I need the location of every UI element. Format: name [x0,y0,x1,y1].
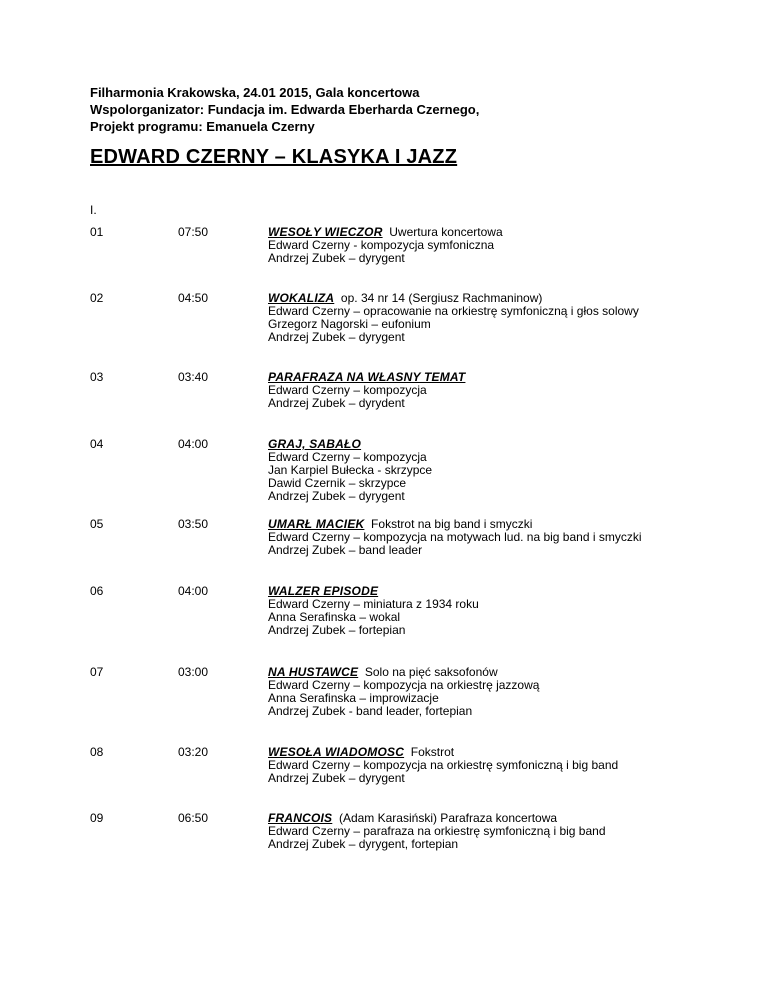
entry-number: 03 [90,370,104,384]
entry-duration: 04:00 [178,584,209,598]
entry-duration: 03:20 [178,745,209,759]
entry-heading [268,225,748,239]
piece-title: WALZER EPISODE [268,584,379,598]
entry-body [268,745,748,785]
entry-body [268,225,748,265]
piece-description: (Adam Karasiński) Parafraza koncertowa [332,811,558,825]
credit-line: Edward Czerny – opracowanie na orkiestrę symfoniczną i głos solowy [268,304,639,318]
piece-title: PARAFRAZA NA WŁASNY TEMAT [268,370,466,384]
entry-number: 06 [90,584,104,598]
piece-title: WESOŁY WIECZOR [268,225,383,239]
credit-line: Anna Serafinska – wokal [268,610,401,624]
credit-line: Andrzej Zubek – dyrygent [268,771,405,785]
entry-duration: 03:40 [178,370,209,384]
credit-line: Andrzej Zubek – band leader [268,543,423,557]
piece-title: NA HUSTAWCE [268,665,359,679]
entry-heading [268,584,748,598]
credit-line: Andrzej Zubek – dyrygent [268,251,405,265]
entry-body [268,291,748,344]
credit-line: Edward Czerny – kompozycja [268,383,427,397]
credit-line: Edward Czerny – miniatura z 1934 roku [268,597,479,611]
entry-heading [268,291,748,305]
credit-line: Andrzej Zubek – dyrygent [268,489,405,503]
entry-number: 09 [90,811,104,825]
credit-line: Anna Serafinska – improwizacje [268,691,439,705]
entry-number: 04 [90,437,104,451]
entry-number: 02 [90,291,104,305]
credit-line: Andrzej Zubek – dyrygent, fortepian [268,837,459,851]
section-heading: I. [90,203,97,217]
piece-description: Uwertura koncertowa [382,225,503,239]
entry-duration: 04:00 [178,437,209,451]
entry-heading [268,517,748,531]
entry-number: 07 [90,665,104,679]
credit-line: Edward Czerny – parafraza na orkiestrę symfoniczną i big band [268,824,606,838]
header-line-coorganizer: Wspolorganizator: Fundacja im. Edwarda Eberharda Czernego, [90,102,480,117]
credit-line: Grzegorz Nagorski – eufonium [268,317,431,331]
entry-duration: 03:00 [178,665,209,679]
entry-heading [268,745,748,759]
piece-description: Fokstrot [404,745,455,759]
entry-body [268,517,748,557]
credit-line: Dawid Czernik – skrzypce [268,476,407,490]
entry-heading [268,437,748,451]
credit-line: Andrzej Zubek – fortepian [268,623,406,637]
entry-duration: 07:50 [178,225,209,239]
entry-duration: 04:50 [178,291,209,305]
entry-heading [268,370,748,384]
piece-title: WOKALIZA [268,291,335,305]
piece-title: FRANCOIS [268,811,333,825]
entry-number: 05 [90,517,104,531]
piece-title: UMARŁ MACIEK [268,517,365,531]
entry-heading [268,811,748,825]
credit-line: Edward Czerny - kompozycja symfoniczna [268,238,495,252]
entry-body [268,437,748,503]
entry-body [268,665,748,718]
piece-description: Fokstrot na big band i smyczki [364,517,533,531]
entry-number: 01 [90,225,104,239]
piece-description: Solo na pięć saksofonów [358,665,498,679]
entry-duration: 03:50 [178,517,209,531]
credit-line: Andrzej Zubek – dyrydent [268,396,405,410]
piece-description: op. 34 nr 14 (Sergiusz Rachmaninow) [334,291,543,305]
piece-title: WESOŁA WIADOMOSC [268,745,405,759]
credit-line: Edward Czerny – kompozycja [268,450,427,464]
credit-line: Edward Czerny – kompozycja na motywach lud. na big band i smyczki [268,530,642,544]
page-title: EDWARD CZERNY – KLASYKA I JAZZ [90,146,458,168]
credit-line: Edward Czerny – kompozycja na orkiestrę symfoniczną i big band [268,758,619,772]
credit-line: Edward Czerny – kompozycja na orkiestrę jazzową [268,678,540,692]
entry-body [268,584,748,637]
entry-duration: 06:50 [178,811,209,825]
credit-line: Andrzej Zubek – dyrygent [268,330,405,344]
header-line-program: Projekt programu: Emanuela Czerny [90,119,315,134]
entry-heading [268,665,748,679]
credit-line: Jan Karpiel Bułecka - skrzypce [268,463,433,477]
entry-body [268,370,748,410]
credit-line: Andrzej Zubek - band leader, fortepian [268,704,473,718]
piece-title: GRAJ, SABAŁO [268,437,362,451]
entry-number: 08 [90,745,104,759]
header-line-venue: Filharmonia Krakowska, 24.01 2015, Gala koncertowa [90,85,420,100]
entry-body [268,811,748,851]
